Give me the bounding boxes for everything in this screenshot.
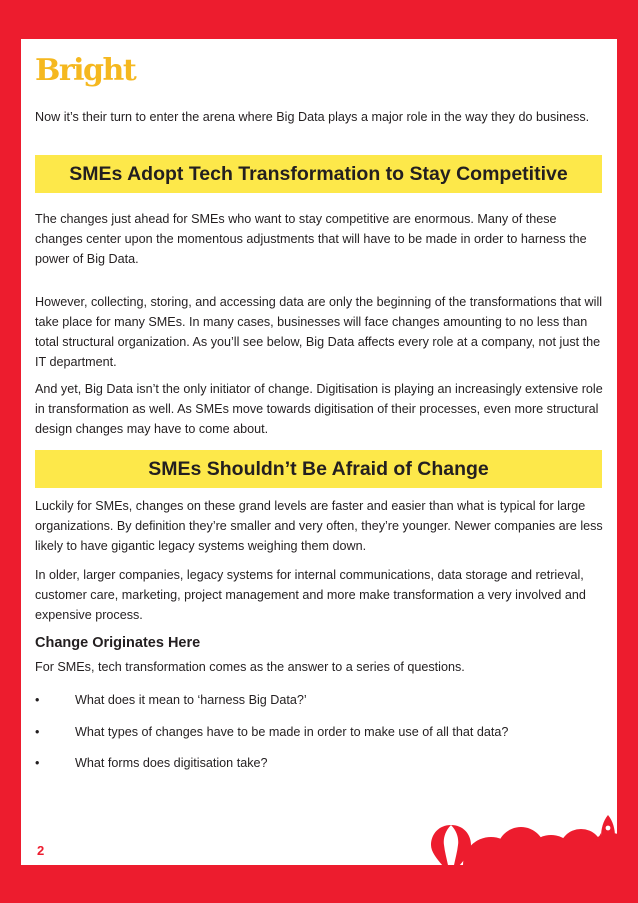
section2-paragraph-1: Luckily for SMEs, changes on these grand levels are faster and easier than what is typical for large organizations. By definition they’re smaller and very often, they’re younger. Newer companies are less likely to have gigantic legacy systems weighing them down.: [35, 499, 603, 553]
bright-logo: Bright: [35, 53, 136, 88]
section3-paragraph-1: For SMEs, tech transformation comes as the answer to a series of questions.: [35, 660, 465, 674]
page-number: 2: [37, 843, 45, 858]
document-page: [21, 39, 617, 865]
section1-paragraph-2: However, collecting, storing, and accessing data are only the beginning of the transformations that will take place for many SMEs. In many cases, businesses will face changes amounting to no less than total structural organization. As you’ll see below, Big Data affects every role at a company, not just the IT department.: [35, 295, 603, 369]
cloud-icon: [463, 827, 617, 865]
section-banner-afraid-of-change: SMEs Shouldn’t Be Afraid of Change: [35, 450, 602, 488]
subheading-change-originates: Change Originates Here: [35, 635, 201, 651]
intro-paragraph: Now it’s their turn to enter the arena where Big Data plays a major role in the way they do business.: [35, 110, 590, 124]
bullet-dot: •: [35, 693, 40, 707]
footer-decoration: [21, 39, 617, 865]
section1-paragraph-1: The changes just ahead for SMEs who want to stay competitive are enormous. Many of these changes center upon the momentous adjustments that will have to be made in order to harness the power of Big Data.: [35, 212, 587, 266]
bullet-dot: •: [35, 756, 40, 770]
bullet-text: What does it mean to ‘harness Big Data?’: [75, 693, 307, 707]
section-banner-tech-transformation: SMEs Adopt Tech Transformation to Stay Competitive: [35, 155, 602, 193]
section2-paragraph-2: In older, larger companies, legacy systems for internal communications, data storage and retrieval, customer care, marketing, project management and more make transformation a very involved and expensive process.: [35, 568, 586, 622]
bullet-dot: •: [35, 725, 40, 739]
bullet-text: What types of changes have to be made in order to make use of all that data?: [75, 725, 509, 739]
bullet-text: What forms does digitisation take?: [75, 756, 268, 770]
section1-paragraph-3: And yet, Big Data isn’t the only initiator of change. Digitisation is playing an increasingly extensive role in transformation as well. As SMEs move towards digitisation of their processes, even more structural design changes may have to come about.: [35, 382, 603, 436]
